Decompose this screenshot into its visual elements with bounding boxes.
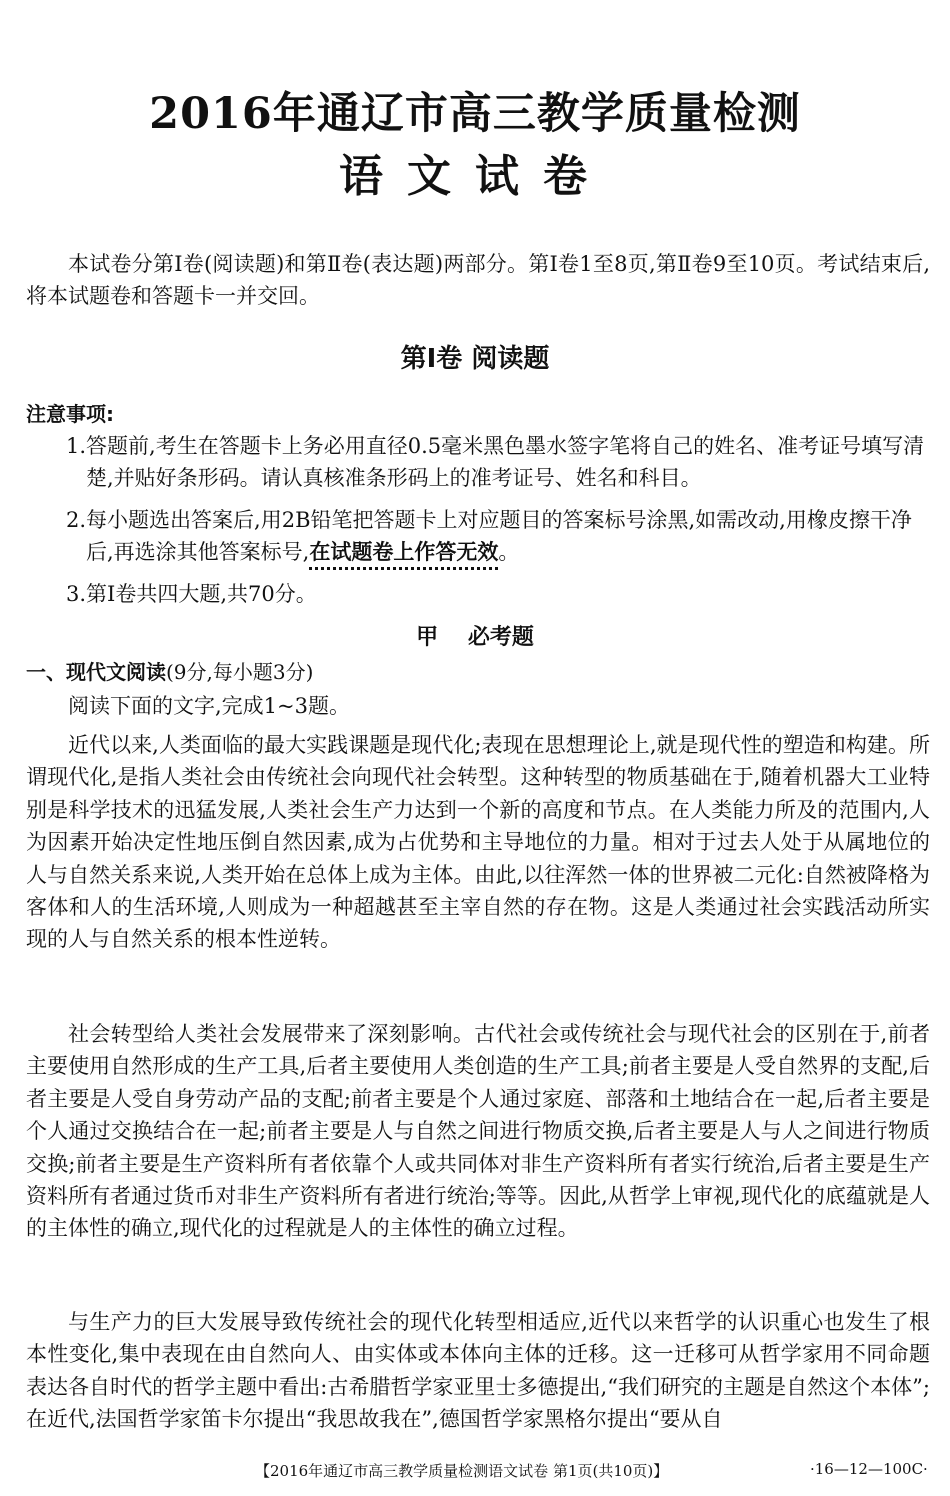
part-title: 甲 必考题 bbox=[416, 625, 534, 650]
intro-paragraph: 本试卷分第Ⅰ卷(阅读题)和第Ⅱ卷(表达题)两部分。第Ⅰ卷1至8页,第Ⅱ卷9至10页。考试结束后,将本试题卷和答题卡一并交回。 bbox=[26, 252, 930, 309]
notice-item-2-end: 。 bbox=[498, 540, 520, 565]
notice-emphasis: 在试题卷上作答无效 bbox=[309, 540, 499, 565]
notice-item-3: 3.第Ⅰ卷共四大题,共70分。 bbox=[66, 581, 317, 606]
passage-paragraph-1: 近代以来,人类面临的最大实践课题是现代化;表现在思想理论上,就是现代性的塑造和构建。所谓现代化,是指人类社会由传统社会向现代社会转型。这种转型的物质基础在于,随着机器大工业特别是科学技术的迅猛发展,人类社会生产力达到一个新的高度和节点。在人类能力所及的范围内,人为因素开始决定性地压倒自然因素,成为占优势和主导地位的力量。相对于过去人处于从属地位的人与自然关系来说,人类开始在总体上成为主体。由此,以往浑然一体的世界被二元化:自然被降格为客体和人的生活环境,人则成为一种超越甚至主宰自然的存在物。这是人类通过社会实践活动所实现的人与自然关系的根本性逆转。 bbox=[26, 733, 930, 952]
notice-heading: 注意事项: bbox=[26, 402, 114, 426]
footer-page-info: 【2016年通辽市高三教学质量检测语文试卷 第1页(共10页)】 bbox=[255, 1462, 669, 1480]
notice-item-2 bbox=[26, 504, 930, 569]
exam-subject-title: 语文试卷 bbox=[339, 151, 611, 202]
notice-item-2-text: 2.每小题选出答案后,用2B铅笔把答题卡上对应题目的答案标号涂黑,如需改动,用橡皮擦干净后,再选涂其他答案标号, bbox=[66, 507, 912, 565]
notice-item-1: 1.答题前,考生在答题卡上务必用直径0.5毫米黑色墨水签字笔将自己的姓名、准考证号填写清楚,并贴好条形码。请认真核准条形码上的准考证号、姓名和科目。 bbox=[66, 434, 925, 491]
question-score: (9分,每小题3分) bbox=[166, 660, 314, 684]
footer-code: ·16—12—100C· bbox=[810, 1460, 928, 1478]
exam-title: 2016年通辽市高三教学质量检测 bbox=[149, 89, 801, 139]
section-title: 第Ⅰ卷 阅读题 bbox=[400, 344, 550, 374]
question-title: 一、现代文阅读 bbox=[26, 660, 166, 684]
passage-paragraph-2: 社会转型给人类社会发展带来了深刻影响。古代社会或传统社会与现代社会的区别在于,前者主要使用自然形成的生产工具,后者主要使用人类创造的生产工具;前者主要是人受自然界的支配,后者主要是人受自身劳动产品的支配;前者主要是个人通过家庭、部落和土地结合在一起,后者主要是个人通过交换结合在一起;前者主要是人与自然之间进行物质交换,后者主要是人与人之间进行物质交换;前者主要是生产资料所有者依靠个人或共同体对非生产资料所有者实行统治,后者主要是生产资料所有者通过货币对非生产资料所有者进行统治;等等。因此,从哲学上审视,现代化的底蕴就是人的主体性的确立,现代化的过程就是人的主体性的确立过程。 bbox=[26, 1022, 931, 1241]
passage-paragraph-3: 与生产力的巨大发展导致传统社会的现代化转型相适应,近代以来哲学的认识重心也发生了根本性变化,集中表现在由自然向人、由实体或本体向主体的迁移。这一迁移可从哲学家用不同命题表达各自时代的哲学主题中看出:古希腊哲学家亚里士多德提出,“我们研究的主题是自然这个本体”;在近代,法国哲学家笛卡尔提出“我思故我在”,德国哲学家黑格尔提出“要从自 bbox=[26, 1310, 930, 1432]
notice-list bbox=[26, 430, 930, 619]
question-heading bbox=[26, 656, 313, 685]
question-instruction: 阅读下面的文字,完成1~3题。 bbox=[68, 694, 350, 718]
